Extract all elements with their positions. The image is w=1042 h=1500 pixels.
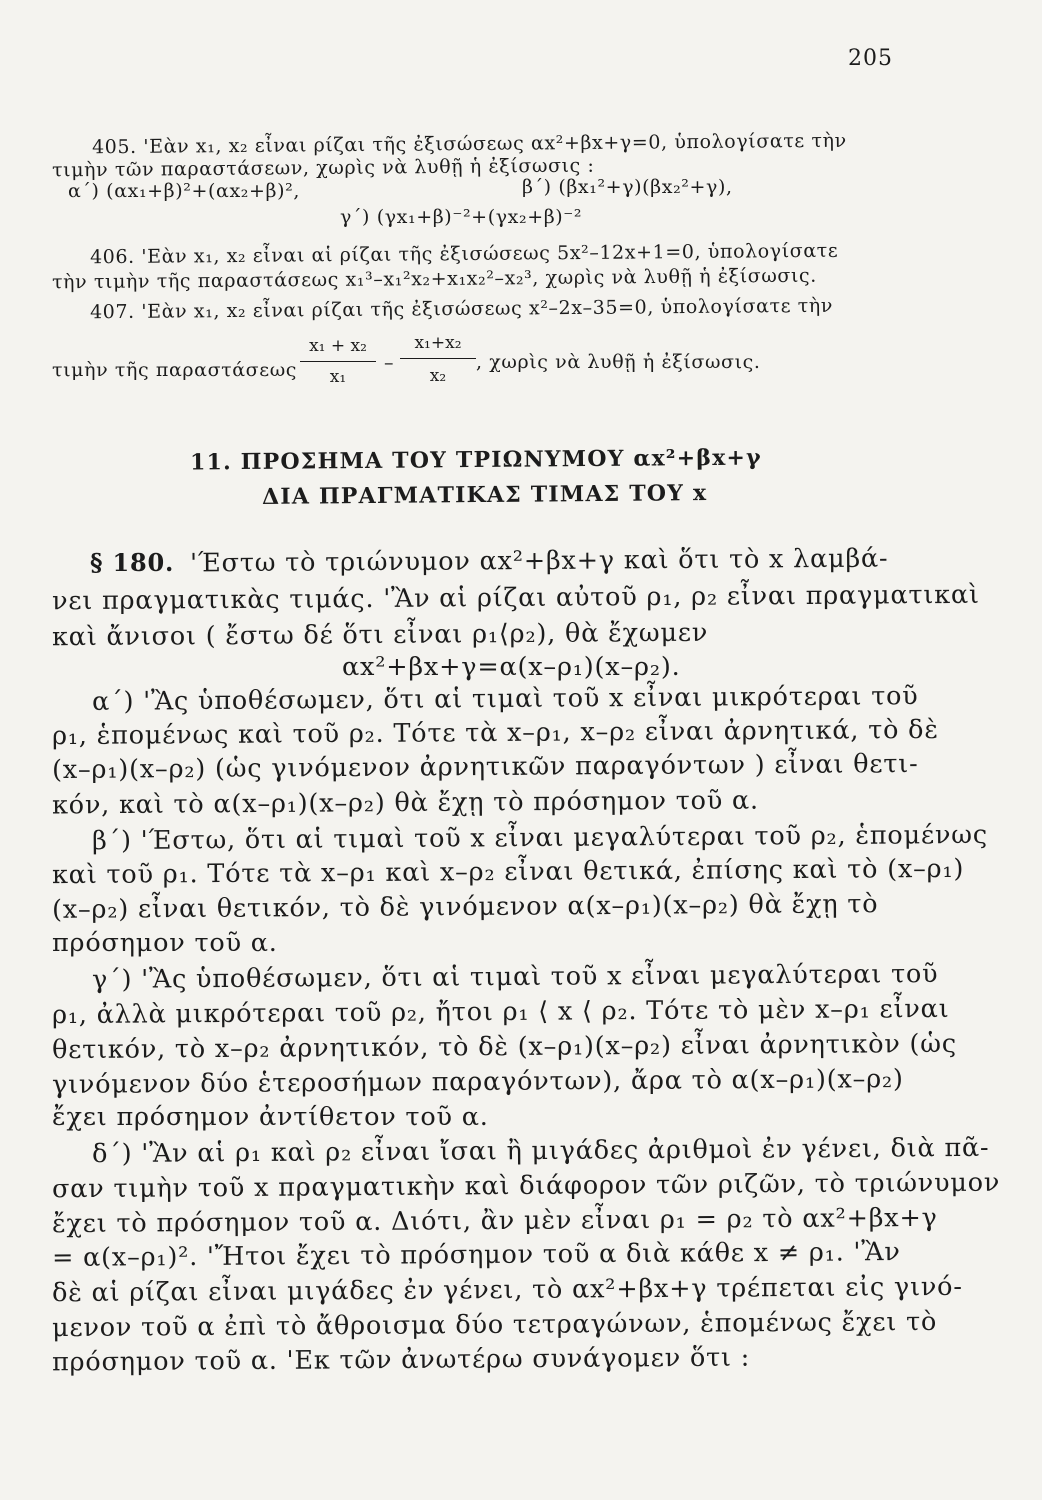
body-line: νει πραγματικὰς τιμάς. 'Ἂν αἱ ρίζαι αὐτοῦ ρ₁, ρ₂ εἶναι πραγματικαὶ [51,579,980,617]
body-line: α΄) 'Ἂς ὑποθέσωμεν, ὅτι αἱ τιμαὶ τοῦ x εἶναι μικρότεραι τοῦ [91,681,919,717]
body-line-centered-formula: αx²+βx+γ=α(x–ρ₁)(x–ρ₂). [342,652,681,682]
body-line: γ΄) 'Ἂς ὑποθέσωμεν, ὅτι αἱ τιμαὶ τοῦ x εἶναι μεγαλύτεραι τοῦ [91,959,939,995]
fraction-1-denominator: x₁ [329,367,347,387]
body-line: γινόμενον δύο ἑτεροσήμων παραγόντων), ἄρα τὸ α(x–ρ₁)(x–ρ₂) [51,1064,904,1100]
exercise-405-part-b: β΄) (βx₁²+γ)(βx₂²+γ), [522,176,733,198]
body-line: (x–ρ₁)(x–ρ₂) (ὡς γινόμενον ἀρνητικῶν παραγόντων ) εἶναι θετι- [51,748,919,786]
exercise-405-line-2: τιμὴν τῶν παραστάσεων, χωρὶς νὰ λυθῇ ἡ ἐξίσωσις : [51,154,595,182]
body-line: (x–ρ₂) εἶναι θετικόν, τὸ δὲ γινόμενον α(x–ρ₁)(x–ρ₂) θὰ ἔχῃ τὸ [51,889,879,925]
exercise-407-expression-prefix: τιμὴν τῆς παραστάσεως [52,359,298,381]
fraction-1-bar [300,361,376,362]
exercise-407-expression-suffix: , χωρὶς νὰ λυθῇ ἡ ἐξίσωσις. [476,351,761,373]
exercise-406-line-2: τὴν τιμὴν τῆς παραστάσεως x₁³–x₁²x₂+x₁x₂²–x₂³, χωρὶς νὰ λυθῇ ἡ ἐξίσωσις. [51,264,817,294]
exercise-405-line-1: 405. 'Εὰν x₁, x₂ εἶναι ρίζαι τῆς ἐξισώσεως αx²+βx+γ=0, ὑπολογίσατε τὴν [91,129,847,159]
section-heading-line-2: ΔΙΑ ΠΡΑΓΜΑΤΙΚΑΣ ΤΙΜΑΣ ΤΟΥ x [261,480,708,510]
exercise-406-line-1: 406. 'Εὰν x₁, x₂ εἶναι αἱ ρίζαι τῆς ἐξισώσεως 5x²–12x+1=0, ὑπολογίσατε [89,239,839,269]
exercise-405-part-a: α΄) (αx₁+β)²+(αx₂+β)², [68,180,300,202]
body-line: σαν τιμὴν τοῦ x πραγματικὴν καὶ διάφορον τῶν ριζῶν, τὸ τριώνυμον [51,1167,1001,1205]
page-number: 205 [848,46,893,71]
body-line: ρ₁, ἑπομένως καὶ τοῦ ρ₂. Τότε τὰ x–ρ₁, x–ρ₂ εἶναι ἀρνητικά, τὸ δὲ [51,714,939,752]
fraction-2-numerator: x₁+x₂ [414,333,462,353]
body-line: δ΄) 'Ἂν αἱ ρ₁ καὶ ρ₂ εἶναι ἴσαι ἢ μιγάδες ἀριθμοὶ ἐν γένει, διὰ πᾶ- [91,1132,990,1170]
fraction-2-bar [400,358,476,359]
body-line: θετικόν, τὸ x–ρ₂ ἀρνητικόν, τὸ δὲ (x–ρ₁)(x–ρ₂) εἶναι ἀρνητικὸν (ὡς [51,1028,958,1066]
body-line: πρόσημον τοῦ α. [52,928,278,958]
fraction-1-numerator: x₁ + x₂ [309,336,367,356]
body-line: ρ₁, ἀλλὰ μικρότεραι τοῦ ρ₂, ἤτοι ρ₁ ⟨ x ⟨ ρ₂. Τότε τὸ μὲν x–ρ₁ εἶναι [51,993,950,1031]
exercise-407-line-1: 407. 'Εὰν x₁, x₂ εἶναι ρίζαι τῆς ἐξισώσεως x²–2x–35=0, ὑπολογίσατε τὴν [89,294,834,324]
body-line: καὶ ἄνισοι ( ἔστω δέ ὅτι εἶναι ρ₁⟨ρ₂), θὰ ἔχωμεν [51,617,709,653]
body-line: πρόσημον τοῦ α. 'Εκ τῶν ἀνωτέρω συνάγομεν ὅτι : [51,1342,751,1378]
body-line: ἔχει πρόσημον ἀντίθετον τοῦ α. [52,1102,489,1132]
body-line: καὶ τοῦ ρ₁. Τότε τὰ x–ρ₁ καὶ x–ρ₂ εἶναι θετικά, ἐπίσης καὶ τὸ (x–ρ₁) [51,853,965,891]
exercise-405-part-c: γ΄) (γx₁+β)⁻²+(γx₂+β)⁻² [340,206,583,228]
paragraph-number: § 180. [90,548,175,577]
body-line: 'Έστω τὸ τριώνυμον αx²+βx+γ καὶ ὅτι τὸ x λαμβά- [189,543,889,579]
body-line: κόν, καὶ τὸ α(x–ρ₁)(x–ρ₂) θὰ ἔχῃ τὸ πρόσημον τοῦ α. [51,785,760,821]
section-heading-line-1: 11. ΠΡΟΣΗΜΑ ΤΟΥ ΤΡΙΩΝΥΜΟΥ αx²+βx+γ [189,444,762,476]
body-line: ἔχει τὸ πρόσημον τοῦ α. Διότι, ἂν μὲν εἶναι ρ₁ = ρ₂ τὸ αx²+βx+γ [51,1202,938,1240]
body-line: β΄) 'Έστω, ὅτι αἱ τιμαὶ τοῦ x εἶναι μεγαλύτεραι τοῦ ρ₂, ἑπομένως [91,819,988,857]
body-line: = α(x–ρ₁)². 'Ἤτοι ἔχει τὸ πρόσημον τοῦ α διὰ κάθε x ≠ ρ₁. 'Ἂν [51,1237,901,1273]
body-line: μενον τοῦ α ἐπὶ τὸ ἄθροισμα δύο τετραγώνων, ἑπομένως ἔχει τὸ [51,1306,938,1344]
fraction-2-denominator: x₂ [429,366,447,386]
minus-sign: – [384,352,395,374]
body-line: δὲ αἱ ρίζαι εἶναι μιγάδες ἐν γένει, τὸ αx²+βx+γ τρέπεται εἰς γινό- [51,1271,963,1309]
